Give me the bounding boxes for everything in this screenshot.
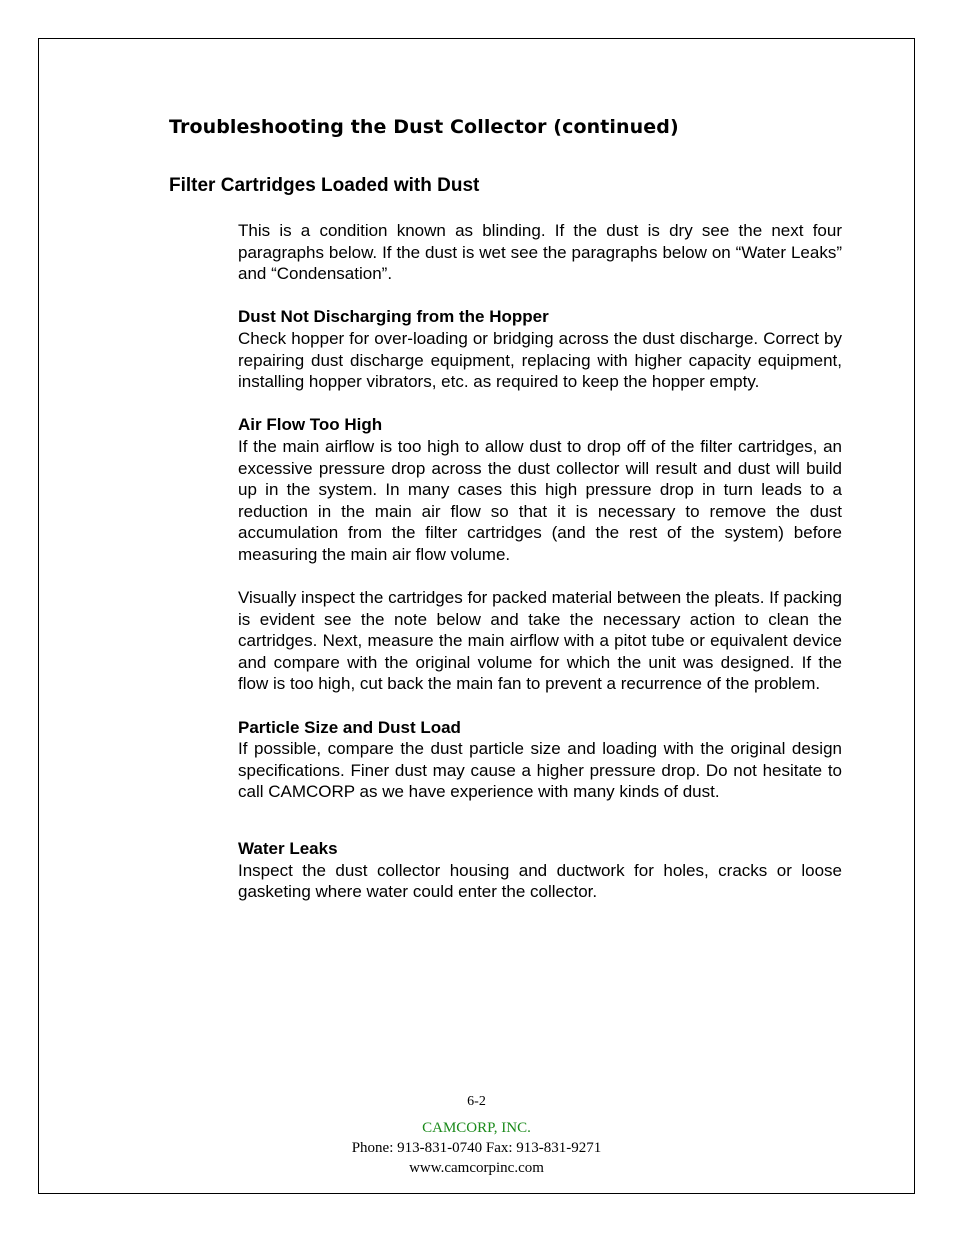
website-text: www.camcorpinc.com — [409, 1160, 544, 1176]
paragraph-hopper: Check hopper for over-loading or bridging across the dust discharge. Correct by repairing dust discharge equipment, replacing with higher capacity equipment, installing hopper vibrators, etc. as required to keep the hopper empty. — [238, 328, 842, 392]
page-heading: Troubleshooting the Dust Collector (continued) — [169, 116, 679, 138]
subsection-title-airflow: Air Flow Too High — [238, 415, 383, 435]
intro-paragraph: This is a condition known as blinding. If the dust is dry see the next four paragraphs below. If the dust is wet see the paragraphs below on “Water Leaks” and “Condensation”. — [238, 221, 842, 284]
subsection-title-water-leaks: Water Leaks — [238, 839, 338, 859]
page-number: 6-2 — [467, 1094, 486, 1109]
section-title: Filter Cartridges Loaded with Dust — [169, 175, 480, 196]
subsection-title-hopper: Dust Not Discharging from the Hopper — [238, 307, 549, 327]
paragraph-water-leaks: Inspect the dust collector housing and ductwork for holes, cracks or loose gasketing where water could enter the collector. — [238, 860, 842, 902]
paragraph-airflow-2: Visually inspect the cartridges for packed material between the pleats. If packing is evident see the note below and take the necessary action to clean the cartridges. Next, measure the main airflow with a pitot tube or equivalent device and compare with the original volume for which the unit was designed. If the flow is too high, cut back the main fan to prevent a recurrence of the problem. — [238, 588, 842, 694]
subsection-title-particle-size: Particle Size and Dust Load — [238, 717, 461, 737]
paragraph-airflow-1: If the main airflow is too high to allow dust to drop off of the filter cartridges, an excessive pressure drop across the dust collector will result and dust will build up in the system. In many cases this high pressure drop in turn leads to a reduction in the main air flow so that it is necessary to remove the dust accumulation from the filter cartridges (and the rest of the system) before measuring the main air flow volume. — [238, 436, 842, 564]
document-body — [238, 220, 842, 903]
phone-fax: Phone: 913-831-0740 Fax: 913-831-9271 — [351, 1140, 602, 1156]
paragraph-particle-size: If possible, compare the dust particle size and loading with the original design specifications. Finer dust may cause a higher pressure drop. Do not hesitate to call CAMCORP as we have experience with many kinds of dust. — [238, 739, 842, 802]
company-name: CAMCORP, INC. — [422, 1120, 531, 1136]
